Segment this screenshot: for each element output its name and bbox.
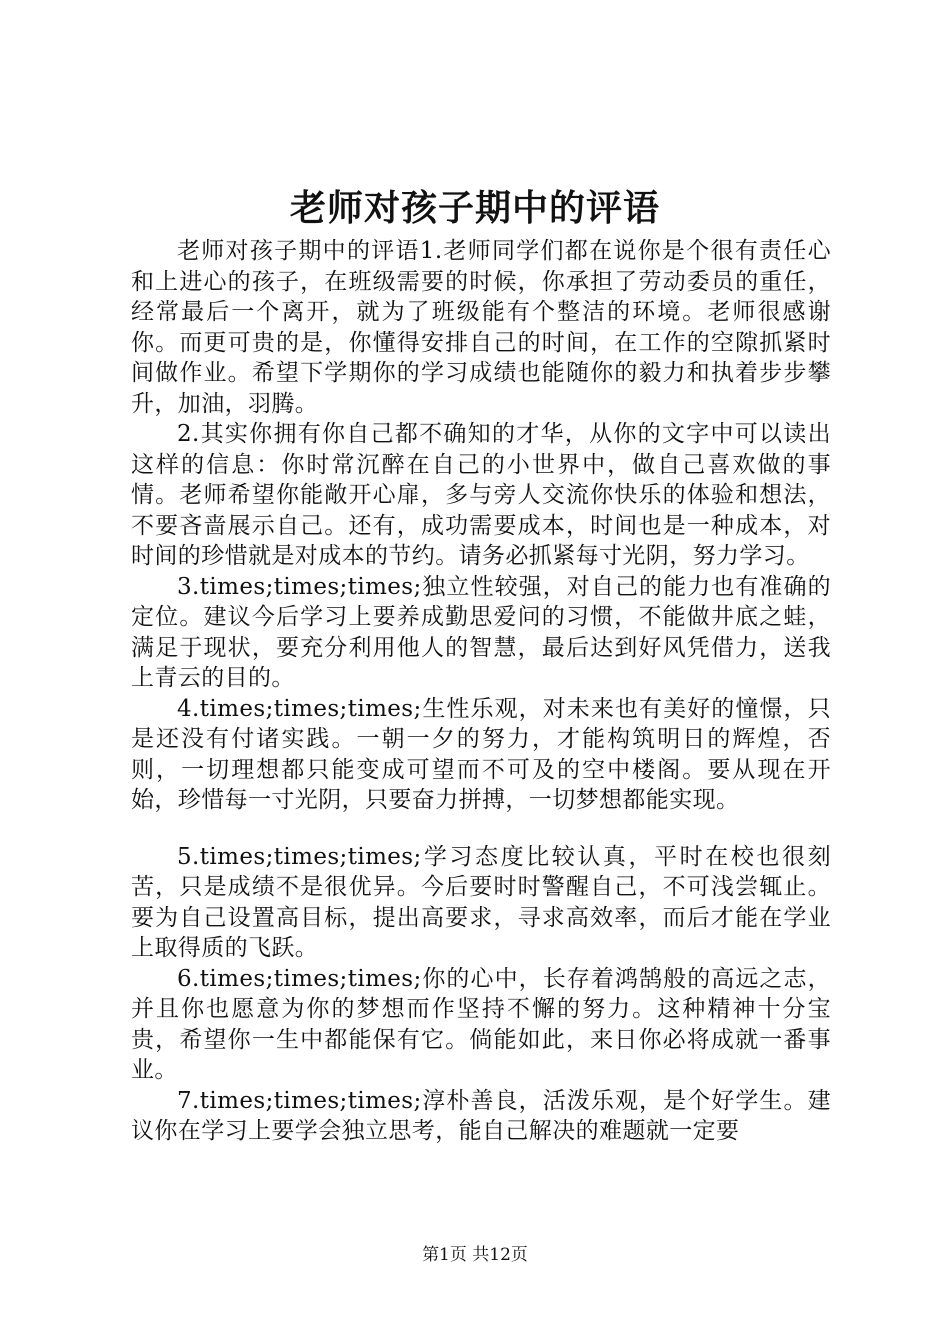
paragraph-4: 4.times;times;times;生性乐观，对未来也有美好的憧憬，只是还没有付诸实践。一朝一夕的努力，才能构筑明日的辉煌，否则，一切理想都只能变成可望而不可及的空中楼阁。要从现在开始，珍惜每一寸光阴，只要奋力拼搏，一切梦想都能实现。 (131, 695, 831, 813)
document-body (131, 236, 831, 1147)
page-number: 第1页 共12页 (422, 1245, 528, 1265)
paragraph-1: 老师对孩子期中的评语1.老师同学们都在说你是个很有责任心和上进心的孩子，在班级需要的时候，你承担了劳动委员的重任，经常最后一个离开，就为了班级能有个整洁的环境。老师很感谢你。而更可贵的是，你懂得安排自己的时间，在工作的空隙抓紧时间做作业。希望下学期你的学习成绩也能随你的毅力和执着步步攀升，加油，羽腾。 (131, 238, 831, 417)
paragraph-3: 3.times;times;times;独立性较强，对自己的能力也有准确的定位。建议今后学习上要养成勤思爱问的习惯，不能做井底之蛙，满足于现状，要充分利用他人的智慧，最后达到好风凭借力，送我上青云的目的。 (131, 573, 831, 691)
paragraph-2: 2.其实你拥有你自己都不确知的才华，从你的文字中可以读出这样的信息：你时常沉醉在自己的小世界中，做自己喜欢做的事情。老师希望你能敞开心扉，多与旁人交流你快乐的体验和想法，不要吝啬展示自己。还有，成功需要成本，时间也是一种成本，对时间的珍惜就是对成本的节约。请务必抓紧每寸光阴，努力学习。 (131, 421, 831, 569)
document-title: 老师对孩子期中的评语 (289, 187, 660, 229)
paragraph-5: 5.times;times;times;学习态度比较认真，平时在校也很刻苦，只是成绩不是很优异。今后要时时警醒自己，不可浅尝辄止。要为自己设置高目标，提出高要求，寻求高效率，而后才能在学业上取得质的飞跃。 (131, 843, 831, 961)
paragraph-7: 7.times;times;times;淳朴善良，活泼乐观，是个好学生。建议你在学习上要学会独立思考，能自己解决的难题就一定要 (131, 1087, 831, 1144)
paragraph-6: 6.times;times;times;你的心中，长存着鸿鹄般的高远之志，并且你也愿意为你的梦想而作坚持不懈的努力。这种精神十分宝贵，希望你一生中都能保有它。倘能如此，来日你必将成就一番事业。 (131, 965, 831, 1083)
